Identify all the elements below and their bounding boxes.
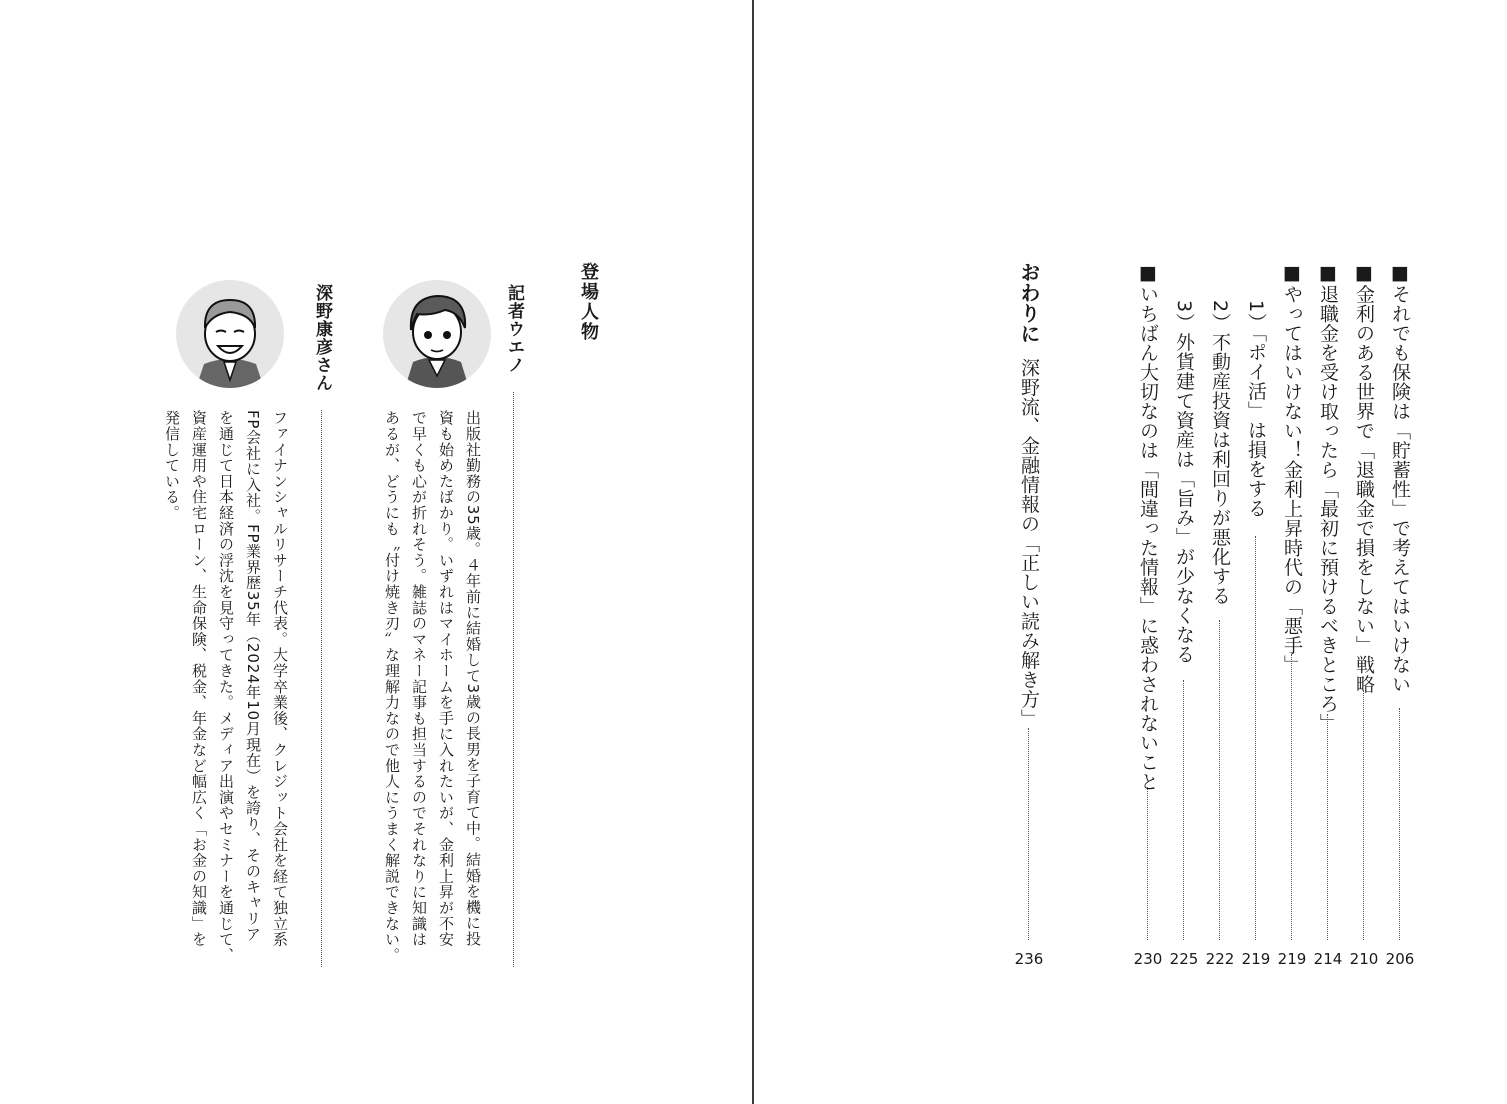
bio-line: 出版社勤務の35歳。４年前に結婚して3歳の長男を子育て中。結婚を機に投 <box>464 410 482 947</box>
toc-page-number: 210 <box>1349 950 1379 968</box>
bio-line: 発信している。 <box>163 410 181 521</box>
bio-line: を通じて日本経済の浮沈を見守ってきた。メディア出演やセミナーを通じて、 <box>217 410 235 963</box>
toc-entry-title: 退職金を受け取ったら「最初に預けるべきところ」 <box>1317 284 1339 733</box>
characters-page <box>0 0 752 1104</box>
bio-line: 資も始めたばかり。いずれはマイホームを手に入れたいが、金利上昇が不安 <box>437 410 455 948</box>
dotted-leader <box>1028 728 1029 940</box>
dotted-leader <box>1183 680 1184 940</box>
dotted-leader <box>1219 620 1220 940</box>
bio-line: 資産運用や住宅ローン、生命保険、税金、年金など幅広く「お金の知識」を <box>190 410 208 948</box>
toc-bullet: ■ <box>1389 262 1411 285</box>
bio-line: ファイナンシャルリサーチ代表。大学卒業後、クレジット会社を経て独立系 <box>271 410 289 948</box>
dotted-leader <box>1399 708 1400 940</box>
character-name: 深野康彦さん <box>312 284 332 392</box>
young-man-avatar-icon <box>383 280 491 388</box>
toc-entry <box>1315 262 1341 1082</box>
toc-entry <box>1279 262 1305 1082</box>
toc-entry <box>1171 300 1197 1082</box>
name-separator <box>321 410 322 967</box>
toc-entry <box>1243 300 1269 1082</box>
dotted-leader <box>1147 787 1148 940</box>
name-separator <box>513 392 514 967</box>
toc-page <box>754 0 1507 1104</box>
character-bio <box>158 410 293 963</box>
dotted-leader <box>1363 690 1364 940</box>
toc-page-number: 225 <box>1169 950 1199 968</box>
toc-page-number: 206 <box>1385 950 1415 968</box>
toc-entry <box>1135 262 1161 1082</box>
bio-line: あるが、どうにも〝付け焼き刃〟な理解力なので他人にうまく解説できない。 <box>383 410 401 963</box>
toc-entry-title: やってはいけない！金利上昇時代の「悪手」 <box>1281 284 1303 675</box>
toc-entry <box>1207 300 1233 1082</box>
bio-line: で早くも心が折れそう。雑誌のマネー記事も担当するのでそれなりに知識は <box>410 410 428 948</box>
character-name: 記者ウエノ <box>504 284 524 374</box>
toc-page-number: 236 <box>1014 950 1044 968</box>
toc-entry-title: いちばん大切なのは「間違った情報」に惑わされないこと <box>1137 284 1159 792</box>
characters-heading: 登場人物 <box>578 262 599 342</box>
toc-entry <box>1387 262 1413 1082</box>
toc-page-number: 219 <box>1277 950 1307 968</box>
bio-line: FP会社に入社。FP業界歴35年（2024年10月現在）を誇り、そのキャリア <box>244 410 262 943</box>
dotted-leader <box>1327 714 1328 940</box>
toc-bullet: ■ <box>1353 262 1375 285</box>
toc-entry-title: それでも保険は「貯蓄性」で考えてはいけない <box>1389 284 1411 694</box>
toc-page-number: 219 <box>1241 950 1271 968</box>
closing-title: 深野流、金融情報の「正しい読み解き方」 <box>1018 358 1040 729</box>
toc-entry-title: 1）「ポイ活」は損をする <box>1245 300 1267 518</box>
toc-bullet: ■ <box>1137 262 1159 285</box>
toc-bullet: ■ <box>1281 262 1303 285</box>
toc-closing-entry <box>1016 262 1042 1082</box>
toc-entry-title: 2）不動産投資は利回りが悪化する <box>1209 300 1231 606</box>
toc-page-number: 230 <box>1133 950 1163 968</box>
character-bio <box>378 410 486 963</box>
older-man-avatar-icon <box>176 280 284 388</box>
dotted-leader <box>1255 536 1256 940</box>
toc-entry-title: 金利のある世界で「退職金で損をしない」戦略 <box>1353 284 1375 694</box>
toc-bullet: ■ <box>1317 262 1339 285</box>
dotted-leader <box>1291 654 1292 940</box>
toc-page-number: 214 <box>1313 950 1343 968</box>
toc-entry-title: 3）外貨建て資産は「旨み」が少なくなる <box>1173 300 1195 664</box>
toc-entry <box>1351 262 1377 1082</box>
toc-page-number: 222 <box>1205 950 1235 968</box>
closing-label: おわりに <box>1017 262 1041 344</box>
